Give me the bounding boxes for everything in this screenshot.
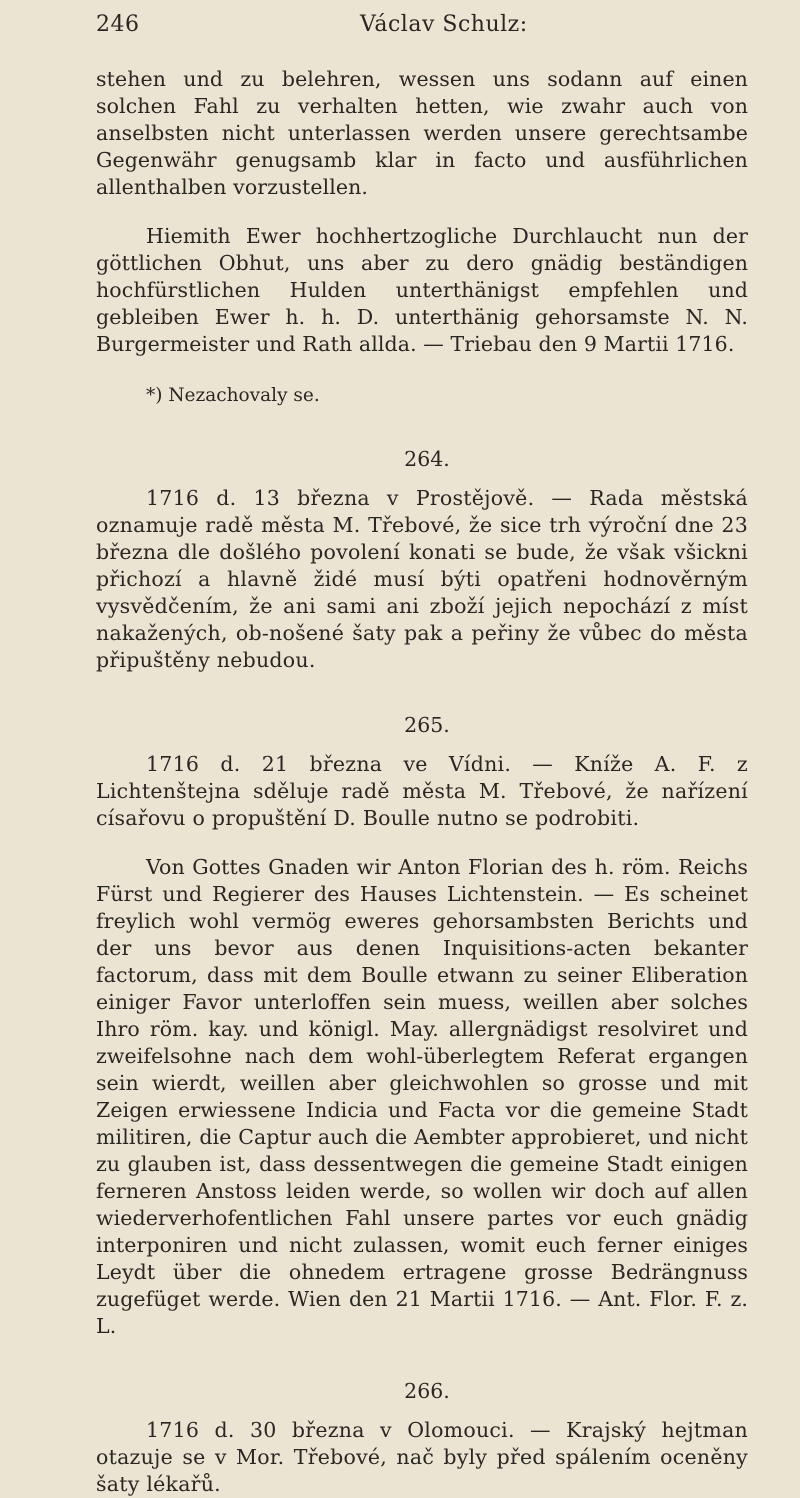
closing-paragraph: Hiemith Ewer hochhertzogliche Durchlaucht nun der göttlichen Obhut, uns aber zu dero gnädig beständigen hochfürstlichen Hulden unterthänigst empfehlen und gebleiben Ewer h. h. D. unterthänig gehorsamste N. N. Burgermeister und Rath allda. — Triebau den 9 Martii 1716.: [96, 224, 748, 356]
footnote: *) Nezachovaly se.: [146, 385, 320, 406]
document-summary-264: 1716 d. 13 března v Prostějově. — Rada městská oznamuje radě města M. Třebové, že sice trh výroční dne 23 března dle došlého povolení konati se bude, že však všickni přichozí a hlavně židé musí býti opatřeni hodnověrným vysvědčením, že ani sami ani zboží jejich nepochází z míst nakažených, ob-nošené šaty pak a peřiny že vůbec do města připuštěny nebudou.: [96, 486, 748, 672]
continuation-paragraph: stehen und zu belehren, wessen uns sodann auf einen solchen Fahl zu verhalten hetten, wie zwahr auch von anselbsten nicht unterlassen werden unsere gerechtsambe Gegenwähr genugsamb klar in facto und ausführlichen allenthalben vorzustellen.: [96, 67, 748, 199]
document-number-266: 266.: [404, 1379, 450, 1403]
document-summary-266: 1716 d. 30 března v Olomouci. — Krajský hejtman otazuje se v Mor. Třebové, nač byly před spálením oceněny šaty lékařů.: [96, 1418, 748, 1496]
document-summary-265: 1716 d. 21 března ve Vídni. — Kníže A. F. z Lichtenštejna sděluje radě města M. Třebové, že nařízení císařovu o propuštění D. Boulle nutno se podrobiti.: [96, 752, 748, 830]
running-title: Václav Schulz:: [360, 12, 528, 37]
page-number: 246: [96, 12, 140, 37]
document-number-265: 265.: [404, 713, 450, 737]
document-number-264: 264.: [404, 447, 450, 471]
document-text-265: Von Gottes Gnaden wir Anton Florian des h. röm. Reichs Fürst und Regierer des Hauses Lichtenstein. — Es scheinet freylich wohl vermög eweres gehorsambsten Berichts und der uns bevor aus denen Inquisitions-acten bekanter factorum, dass mit dem Boulle etwann zu seiner Eliberation einiger Favor unterloffen sein muess, weillen aber solches Ihro röm. kay. und königl. May. allergnädigst resolviret und zweifelsohne nach dem wohl-überlegtem Referat ergangen sein wierdt, weillen aber gleichwohlen so grosse und mit Zeigen erwiessene Indicia und Facta vor die gemeine Stadt militiren, die Captur auch die Aembter approbieret, und nicht zu glauben ist, dass dessentwegen die gemeine Stadt einigen ferneren Anstoss leiden werde, so wollen wir doch auf allen wiederverhofentlichen Fahl unsere partes vor euch gnädig interponiren und nicht zulassen, womit euch ferner einiges Leydt über die ohnedem ertragene grosse Bedrängnuss zugefüget werde. Wien den 21 Martii 1716. — Ant. Flor. F. z. L.: [96, 855, 748, 1338]
running-head: [96, 12, 748, 46]
body-text: [96, 66, 748, 1498]
